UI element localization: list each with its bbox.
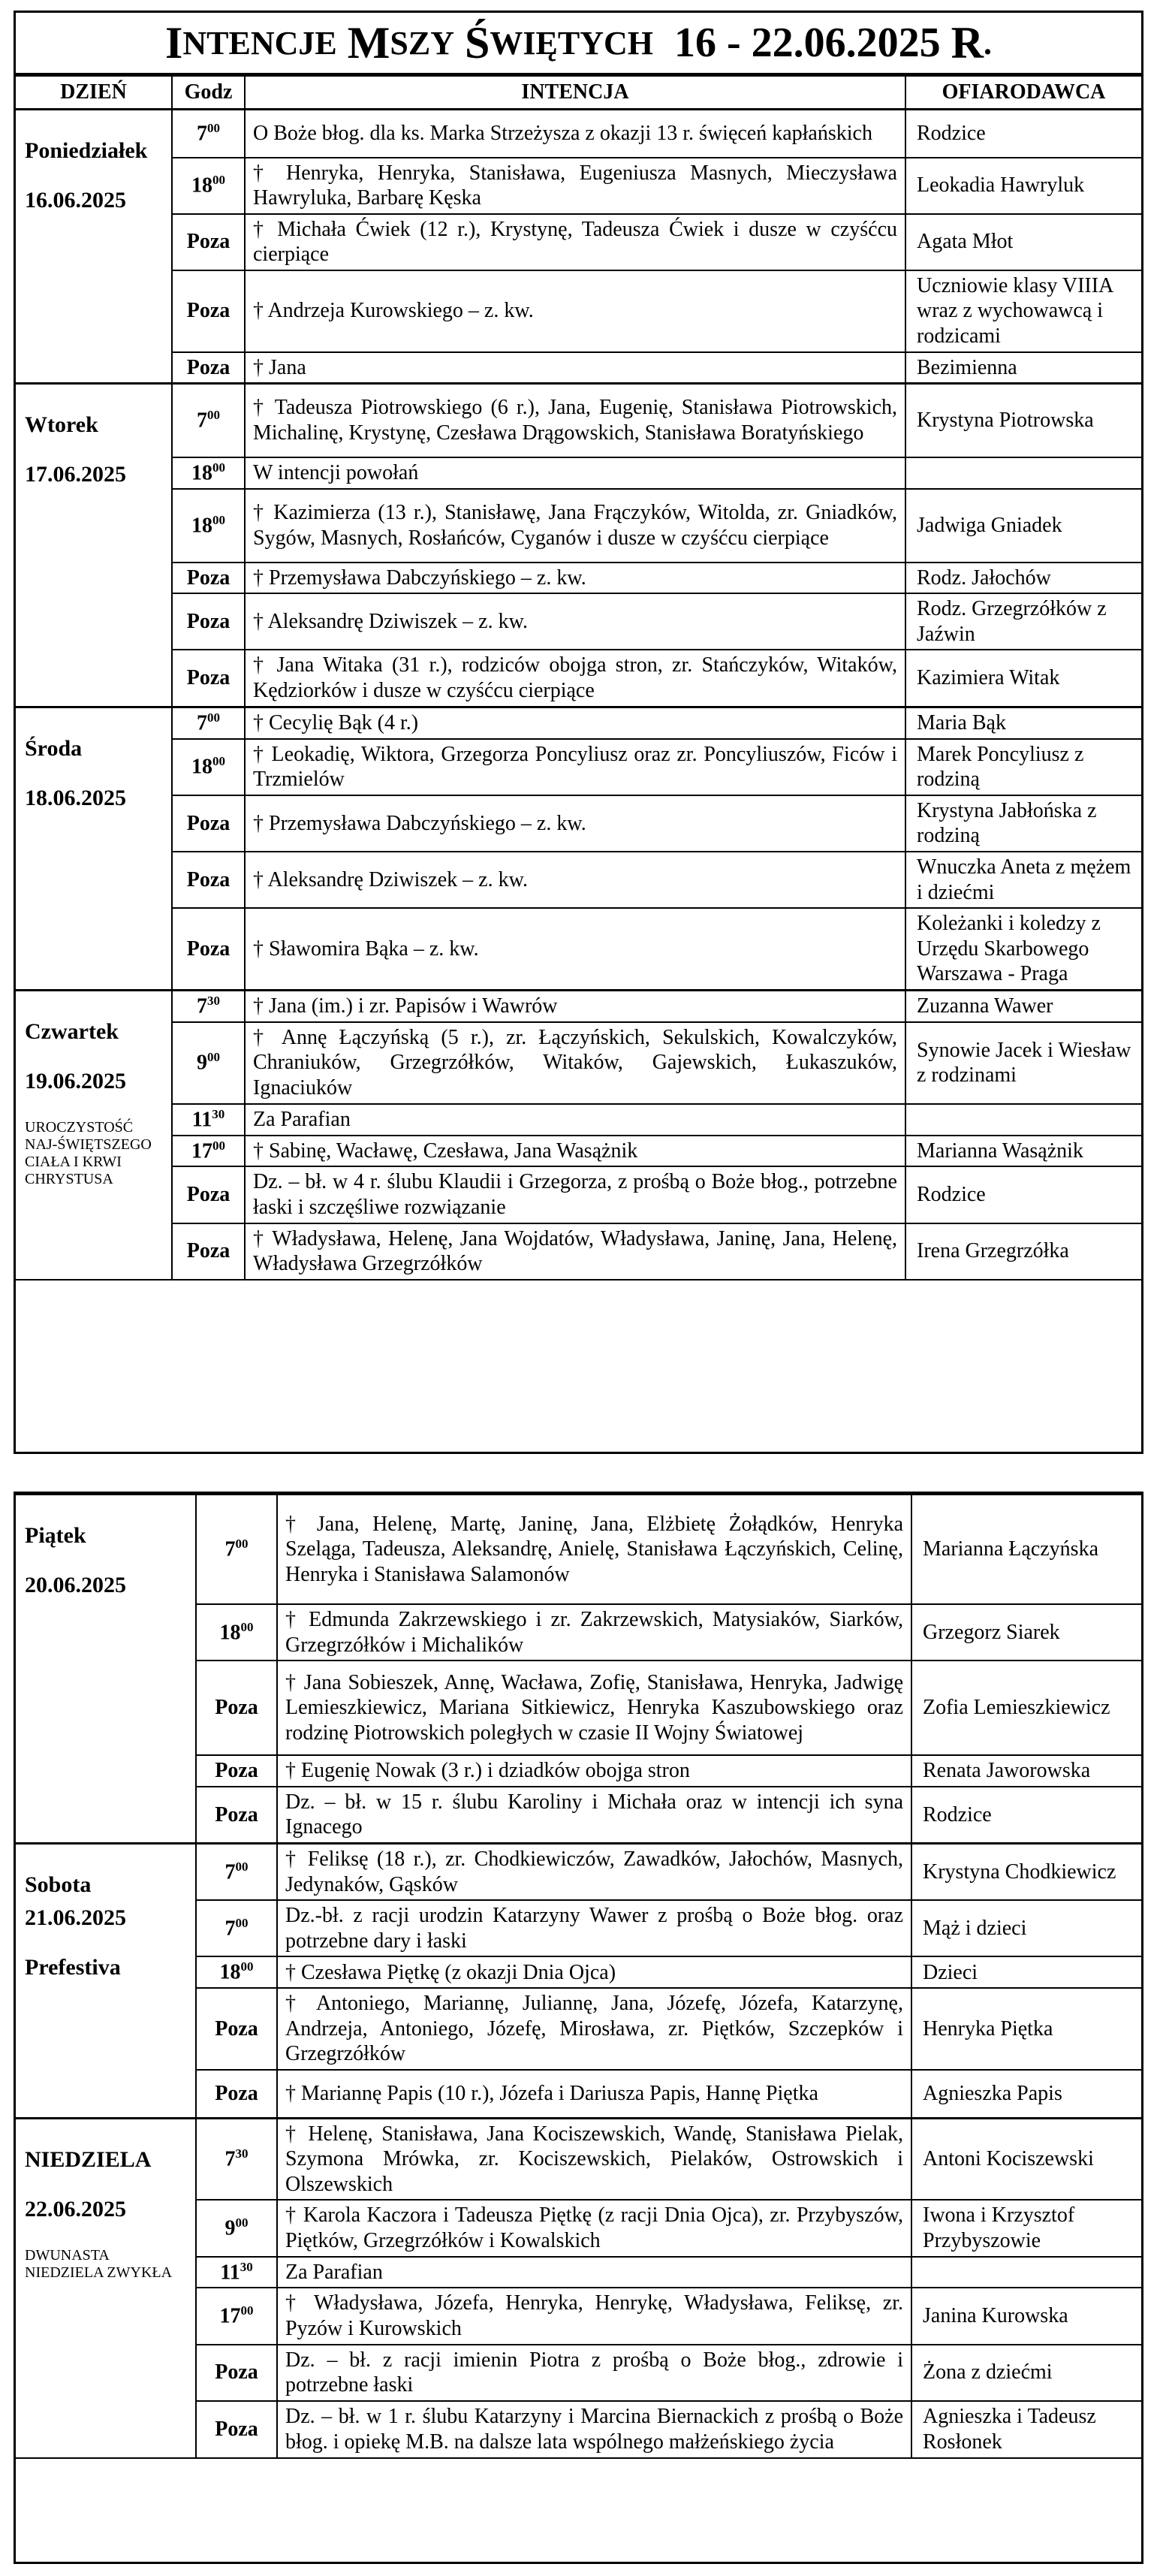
intention-text: † Sabinę, Wacławę, Czesława, Jana Wasążnik bbox=[245, 1136, 905, 1167]
day-cell bbox=[16, 990, 172, 1279]
mass-minutes: 00 bbox=[235, 1537, 249, 1552]
mass-minutes: 00 bbox=[207, 1050, 220, 1065]
donor-name: Irena Grzegrzółka bbox=[905, 1223, 1141, 1280]
mass-hour: 11 bbox=[191, 1107, 212, 1131]
intention-text: † Mariannę Papis (10 r.), Józefa i Dariusza Papis, Hannę Piętka bbox=[277, 2070, 911, 2118]
mass-time bbox=[172, 1104, 245, 1136]
intention-text: O Boże błog. dla ks. Marka Strzeżysza z okazji 13 r. święceń kapłańskich bbox=[245, 110, 905, 158]
mass-hour: Poza bbox=[186, 355, 230, 379]
intention-text: Dz.-bł. z racji urodzin Katarzyny Wawer z prośbą o Boże błog. oraz potrzebne dary i łaski bbox=[277, 1900, 911, 1956]
intention-text: † Leokadię, Wiktora, Grzegorza Poncyliusz oraz zr. Poncyliuszów, Ficów i Trzmielów bbox=[245, 739, 905, 795]
table-row bbox=[16, 214, 1141, 270]
day-name: Poniedziałek bbox=[25, 138, 148, 163]
mass-minutes: 30 bbox=[240, 2259, 253, 2274]
donor-name: Renata Jaworowska bbox=[911, 1755, 1141, 1787]
day-subtitle: Prefestiva bbox=[25, 1954, 121, 1980]
mass-time bbox=[196, 2200, 277, 2256]
mass-minutes: 00 bbox=[235, 1915, 249, 1930]
table-row bbox=[16, 852, 1141, 908]
header-day: DZIEŃ bbox=[16, 76, 172, 110]
intention-text: Za Parafian bbox=[277, 2257, 911, 2288]
mass-hour: 9 bbox=[197, 1051, 207, 1075]
intention-text: † Przemysława Dabczyńskiego – z. kw. bbox=[245, 563, 905, 594]
intention-text: † Karola Kaczora i Tadeusza Piętkę (z racji Dnia Ojca), zr. Przybyszów, Piętków, Grzegrzółków i Kowalskich bbox=[277, 2200, 911, 2256]
mass-minutes: 00 bbox=[207, 710, 220, 725]
donor-name bbox=[911, 2257, 1141, 2288]
mass-time bbox=[172, 1136, 245, 1167]
donor-name bbox=[905, 1104, 1141, 1136]
table-row bbox=[16, 1022, 1141, 1104]
mass-minutes: 30 bbox=[235, 2146, 249, 2161]
table-row bbox=[16, 593, 1141, 650]
donor-name: Grzegorz Siarek bbox=[911, 1604, 1141, 1661]
donor-name: Jadwiga Gniadek bbox=[905, 489, 1141, 563]
intention-text: † Jana (im.) i zr. Papisów i Wawrów bbox=[245, 990, 905, 1021]
mass-time bbox=[172, 352, 245, 384]
table-row bbox=[16, 1843, 1141, 1900]
donor-name: Uczniowie klasy VIIIA wraz z wychowawcą i rodzicami bbox=[905, 270, 1141, 352]
mass-minutes: 00 bbox=[240, 1619, 254, 1634]
intention-text: † Władysława, Helenę, Jana Wojdatów, Władysława, Janinę, Jana, Helenę, Władysława Grzegrzółków bbox=[245, 1223, 905, 1280]
intention-text: Za Parafian bbox=[245, 1104, 905, 1136]
mass-hour: Poza bbox=[186, 1239, 230, 1263]
table-row bbox=[16, 990, 1141, 1021]
day-date: 17.06.2025 bbox=[25, 462, 126, 487]
mass-hour: 7 bbox=[197, 409, 207, 433]
mass-minutes: 30 bbox=[207, 993, 220, 1008]
mass-time bbox=[172, 650, 245, 707]
mass-minutes: 00 bbox=[212, 460, 225, 475]
table-row bbox=[16, 1495, 1141, 1604]
mass-time bbox=[196, 1900, 277, 1956]
mass-hour: 18 bbox=[219, 1960, 241, 1984]
mass-minutes: 00 bbox=[212, 512, 225, 527]
table-row bbox=[16, 707, 1141, 738]
day-cell bbox=[16, 110, 172, 384]
mass-minutes: 30 bbox=[212, 1106, 225, 1121]
donor-name: Marianna Łączyńska bbox=[911, 1495, 1141, 1604]
mass-hour: 7 bbox=[197, 122, 207, 146]
donor-name: Krystyna Chodkiewicz bbox=[911, 1843, 1141, 1900]
mass-hour: 7 bbox=[224, 1537, 236, 1561]
mass-time bbox=[172, 384, 245, 457]
mass-hour: 7 bbox=[197, 710, 207, 734]
mass-hour: Poza bbox=[215, 2082, 258, 2105]
mass-time bbox=[196, 1495, 277, 1604]
table-row bbox=[16, 1104, 1141, 1136]
day-date: 18.06.2025 bbox=[25, 785, 126, 810]
intention-text: † Tadeusza Piotrowskiego (6 r.), Jana, Eugenię, Stanisława Piotrowskich, Michalinę, Krystynę, Czesława Drągowskich, Stanisława Boratyńskiego bbox=[245, 384, 905, 457]
header-donor: OFIARODAWCA bbox=[905, 76, 1141, 110]
mass-time bbox=[172, 457, 245, 489]
intention-text: † Przemysława Dabczyńskiego – z. kw. bbox=[245, 795, 905, 852]
mass-time bbox=[196, 2257, 277, 2288]
schedule-page-2 bbox=[14, 1492, 1143, 2564]
table-row bbox=[16, 457, 1141, 489]
mass-time bbox=[196, 2345, 277, 2401]
intention-text: † Jana, Helenę, Martę, Janinę, Jana, Elżbietę Żołądków, Henryka Szeląga, Tadeusza, Aleksandrę, Anielę, Stanisława Łączyńskich, Celinę, Henryka i Stanisława Salamonów bbox=[277, 1495, 911, 1604]
intention-text: † Annę Łączyńską (5 r.), zr. Łączyńskich, Sekulskich, Kowalczyków, Chraniuków, Grzegrzółków, Witaków, Gajewskich, Łukaszuków, Ignaciuków bbox=[245, 1022, 905, 1104]
intention-text: † Henryka, Henryka, Stanisława, Eugeniusza Masnych, Mieczysława Hawryluka, Barbarę Kęska bbox=[245, 158, 905, 214]
donor-name: Agata Młot bbox=[905, 214, 1141, 270]
mass-time bbox=[172, 270, 245, 352]
mass-time bbox=[172, 593, 245, 650]
intention-text: † Feliksę (18 r.), zr. Chodkiewiczów, Zawadków, Jałochów, Masnych, Jedynaków, Gąsków bbox=[277, 1843, 911, 1900]
day-name: Czwartek bbox=[25, 1018, 119, 1044]
donor-name: Rodz. Grzegrzółków z Jaźwin bbox=[905, 593, 1141, 650]
mass-hour: Poza bbox=[215, 2016, 258, 2041]
mass-minutes: 00 bbox=[207, 120, 220, 135]
donor-name: Krystyna Piotrowska bbox=[905, 384, 1141, 457]
table-row bbox=[16, 110, 1141, 158]
table-row bbox=[16, 1136, 1141, 1167]
intention-text: † Antoniego, Mariannę, Juliannę, Jana, Józefę, Józefa, Katarzynę, Andrzeja, Antoniego, Józefę, Mirosława, zr. Piętków, Szczepków i Grzegrzółków bbox=[277, 1988, 911, 2070]
donor-name: Agnieszka i Tadeusz Rosłonek bbox=[911, 2401, 1141, 2458]
mass-time bbox=[172, 214, 245, 270]
feast-note: UROCZYSTOŚĆ NAJ-ŚWIĘTSZEGO CIAŁA I KRWI CHRYSTUSA bbox=[25, 1118, 152, 1187]
mass-time bbox=[196, 1755, 277, 1787]
donor-name: Marianna Wasążnik bbox=[905, 1136, 1141, 1167]
donor-name: Mąż i dzieci bbox=[911, 1900, 1141, 1956]
mass-hour: 18 bbox=[191, 755, 212, 779]
mass-hour: Poza bbox=[186, 937, 230, 961]
donor-name bbox=[905, 457, 1141, 489]
donor-name: Zuzanna Wawer bbox=[905, 990, 1141, 1021]
mass-time bbox=[172, 563, 245, 594]
mass-time bbox=[172, 110, 245, 158]
day-date: 20.06.2025 bbox=[25, 1573, 126, 1597]
mass-minutes: 00 bbox=[240, 1959, 254, 1974]
mass-hour: Poza bbox=[215, 1696, 258, 1720]
mass-hour: 7 bbox=[224, 1860, 236, 1884]
mass-hour: Poza bbox=[186, 299, 230, 323]
mass-time bbox=[172, 1022, 245, 1104]
mass-hour: Poza bbox=[215, 1759, 258, 1783]
day-date: 19.06.2025 bbox=[25, 1068, 126, 1093]
mass-hour: Poza bbox=[186, 666, 230, 690]
intention-text: † Eugenię Nowak (3 r.) i dziadków obojga stron bbox=[277, 1755, 911, 1787]
mass-minutes: 00 bbox=[235, 2215, 249, 2230]
mass-time bbox=[196, 1661, 277, 1755]
donor-name: Bezimienna bbox=[905, 352, 1141, 384]
mass-hour: Poza bbox=[186, 1183, 230, 1207]
donor-name: Leokadia Hawryluk bbox=[905, 158, 1141, 214]
mass-minutes: 00 bbox=[207, 408, 220, 423]
mass-hour: Poza bbox=[215, 1802, 258, 1826]
mass-time bbox=[196, 2401, 277, 2458]
table-body-page-2 bbox=[16, 1495, 1141, 2458]
table-row bbox=[16, 650, 1141, 707]
donor-name: Rodzice bbox=[911, 1787, 1141, 1844]
mass-hour: 18 bbox=[191, 514, 212, 538]
header-intention: INTENCJA bbox=[245, 76, 905, 110]
day-cell bbox=[16, 384, 172, 707]
day-cell bbox=[16, 1495, 196, 1843]
day-name: Sobota bbox=[25, 1872, 92, 1897]
mass-hour: 17 bbox=[219, 2304, 241, 2328]
mass-time bbox=[172, 707, 245, 738]
mass-time bbox=[196, 2118, 277, 2200]
mass-hour: 17 bbox=[191, 1139, 212, 1163]
mass-time bbox=[172, 852, 245, 908]
mass-hour: 18 bbox=[191, 173, 212, 198]
header-hour: Godz bbox=[172, 76, 245, 110]
mass-minutes: 00 bbox=[240, 2303, 254, 2318]
table-row bbox=[16, 563, 1141, 594]
mass-time bbox=[196, 1843, 277, 1900]
mass-time bbox=[196, 1787, 277, 1844]
day-name: Środa bbox=[25, 735, 83, 761]
donor-name: Antoni Kociszewski bbox=[911, 2118, 1141, 2200]
mass-time bbox=[196, 1956, 277, 1988]
mass-hour: 7 bbox=[197, 994, 207, 1018]
intention-text: † Jana Witaka (31 r.), rodziców obojga stron, zr. Stańczyków, Witaków, Kędziorków i dusze w czyśćcu cierpiące bbox=[245, 650, 905, 707]
donor-name: Rodzice bbox=[905, 1166, 1141, 1223]
mass-time bbox=[172, 1223, 245, 1280]
donor-name: Agnieszka Papis bbox=[911, 2070, 1141, 2118]
mass-time bbox=[172, 739, 245, 795]
table-row bbox=[16, 795, 1141, 852]
donor-name: Wnuczka Aneta z mężem i dziećmi bbox=[905, 852, 1141, 908]
intention-text: † Andrzeja Kurowskiego – z. kw. bbox=[245, 270, 905, 352]
table-row bbox=[16, 489, 1141, 563]
table-row bbox=[16, 739, 1141, 795]
table-row bbox=[16, 2118, 1141, 2200]
donor-name: Koleżanki i koledzy z Urzędu Skarbowego Warszawa - Praga bbox=[905, 908, 1141, 990]
intention-text: † Helenę, Stanisława, Jana Kociszewskich, Wandę, Stanisława Pielak, Szymona Mrówka, zr. Kociszewskich, Pielaków, Ostrowskich i Olszewskich bbox=[277, 2118, 911, 2200]
feast-note: DWUNASTA NIEDZIELA ZWYKŁA bbox=[25, 2246, 173, 2281]
intention-text: † Edmunda Zakrzewskiego i zr. Zakrzewskich, Matysiaków, Siarków, Grzegrzółków i Michalików bbox=[277, 1604, 911, 1661]
mass-minutes: 00 bbox=[235, 1859, 249, 1874]
donor-name: Marek Poncyliusz z rodziną bbox=[905, 739, 1141, 795]
day-date: 22.06.2025 bbox=[25, 2196, 126, 2222]
mass-time bbox=[172, 990, 245, 1021]
mass-hour: Poza bbox=[186, 566, 230, 590]
mass-hour: Poza bbox=[186, 811, 230, 835]
schedule-page-1 bbox=[14, 11, 1143, 1454]
intentions-table-page-1 bbox=[16, 75, 1141, 1280]
mass-hour: Poza bbox=[215, 2418, 258, 2442]
mass-minutes: 00 bbox=[212, 173, 225, 188]
donor-name: Janina Kurowska bbox=[911, 2288, 1141, 2344]
donor-name: Żona z dziećmi bbox=[911, 2345, 1141, 2401]
table-row bbox=[16, 908, 1141, 990]
mass-time bbox=[172, 489, 245, 563]
donor-name: Henryka Piętka bbox=[911, 1988, 1141, 2070]
intention-text: † Władysława, Józefa, Henryka, Henrykę, Władysława, Feliksę, zr. Pyzów i Kurowskich bbox=[277, 2288, 911, 2344]
intention-text: † Aleksandrę Dziwiszek – z. kw. bbox=[245, 593, 905, 650]
mass-hour: Poza bbox=[186, 867, 230, 891]
mass-hour: Poza bbox=[215, 2360, 258, 2384]
donor-name: Krystyna Jabłońska z rodziną bbox=[905, 795, 1141, 852]
mass-time bbox=[196, 2288, 277, 2344]
mass-hour: 11 bbox=[220, 2260, 240, 2284]
intention-text: † Czesława Piętkę (z okazji Dnia Ojca) bbox=[277, 1956, 911, 1988]
intention-text: † Cecylię Bąk (4 r.) bbox=[245, 707, 905, 738]
day-name: Piątek bbox=[25, 1523, 86, 1548]
mass-time bbox=[172, 795, 245, 852]
intention-text: Dz. – bł. w 15 r. ślubu Karoliny i Michała oraz w intencji ich syna Ignacego bbox=[277, 1787, 911, 1844]
document-title: I NTENCJE M SZY Ś WIĘTYCH 16 - 22.06.2025 R . bbox=[16, 13, 1141, 75]
mass-hour: 18 bbox=[191, 461, 212, 485]
intention-text: W intencji powołań bbox=[245, 457, 905, 489]
table-row bbox=[16, 270, 1141, 352]
mass-time bbox=[172, 158, 245, 214]
mass-time bbox=[172, 908, 245, 990]
donor-name: Dzieci bbox=[911, 1956, 1141, 1988]
intentions-table-page-2 bbox=[16, 1494, 1141, 2459]
mass-minutes: 00 bbox=[212, 1138, 225, 1153]
intention-text: Dz. – bł. z racji imienin Piotra z prośbą o Boże błog., zdrowie i potrzebne łaski bbox=[277, 2345, 911, 2401]
mass-hour: 7 bbox=[224, 1917, 236, 1941]
day-cell bbox=[16, 2118, 196, 2458]
day-cell bbox=[16, 1843, 196, 2118]
mass-time bbox=[196, 1604, 277, 1661]
table-row bbox=[16, 158, 1141, 214]
mass-hour: 18 bbox=[219, 1620, 241, 1644]
donor-name: Rodz. Jałochów bbox=[905, 563, 1141, 594]
day-name: NIEDZIELA bbox=[25, 2146, 152, 2172]
table-row bbox=[16, 1166, 1141, 1223]
donor-name: Rodzice bbox=[905, 110, 1141, 158]
intention-text: † Kazimierza (13 r.), Stanisławę, Jana Frączyków, Witolda, zr. Gniadków, Sygów, Masnych, Rosłańców, Cyganów i dusze w czyśćcu cierpiące bbox=[245, 489, 905, 563]
mass-hour: Poza bbox=[186, 610, 230, 634]
day-date: 21.06.2025 bbox=[25, 1905, 126, 1930]
table-row bbox=[16, 352, 1141, 384]
day-cell bbox=[16, 707, 172, 990]
donor-name: Iwona i Krzysztof Przybyszowie bbox=[911, 2200, 1141, 2256]
mass-time bbox=[196, 1988, 277, 2070]
donor-name: Maria Bąk bbox=[905, 707, 1141, 738]
mass-hour: Poza bbox=[186, 230, 230, 254]
intention-text: Dz. – bł. w 1 r. ślubu Katarzyny i Marcina Biernackich z prośbą o Boże błog. i opiekę M.B. na dalsze lata wspólnego małżeńskiego życia bbox=[277, 2401, 911, 2458]
mass-minutes: 00 bbox=[212, 754, 225, 769]
donor-name: Kazimiera Witak bbox=[905, 650, 1141, 707]
mass-hour: 7 bbox=[224, 2147, 236, 2171]
day-date: 16.06.2025 bbox=[25, 188, 126, 213]
day-name: Wtorek bbox=[25, 412, 98, 438]
table-row bbox=[16, 384, 1141, 457]
intention-text: † Michała Ćwiek (12 r.), Krystynę, Tadeusza Ćwiek i dusze w czyśćcu cierpiące bbox=[245, 214, 905, 270]
table-body-page-1 bbox=[16, 110, 1141, 1280]
intention-text: † Aleksandrę Dziwiszek – z. kw. bbox=[245, 852, 905, 908]
mass-hour: 9 bbox=[224, 2216, 236, 2240]
intention-text: Dz. – bł. w 4 r. ślubu Klaudii i Grzegorza, z prośbą o Boże błog., potrzebne łaski i szczęśliwe rozwiązanie bbox=[245, 1166, 905, 1223]
mass-time bbox=[196, 2070, 277, 2118]
mass-time bbox=[172, 1166, 245, 1223]
donor-name: Synowie Jacek i Wiesław z rodzinami bbox=[905, 1022, 1141, 1104]
donor-name: Zofia Lemieszkiewicz bbox=[911, 1661, 1141, 1755]
intention-text: † Sławomira Bąka – z. kw. bbox=[245, 908, 905, 990]
intention-text: † Jana Sobieszek, Annę, Wacława, Zofię, Stanisława, Henryka, Jadwigę Lemieszkiewicz, Mariana Sitkiewicz, Henryka Kaszubowskiego oraz rodzinę Piotrowskich poległych w czasie II Wojny Światowej bbox=[277, 1661, 911, 1755]
intention-text: † Jana bbox=[245, 352, 905, 384]
table-row bbox=[16, 1223, 1141, 1280]
